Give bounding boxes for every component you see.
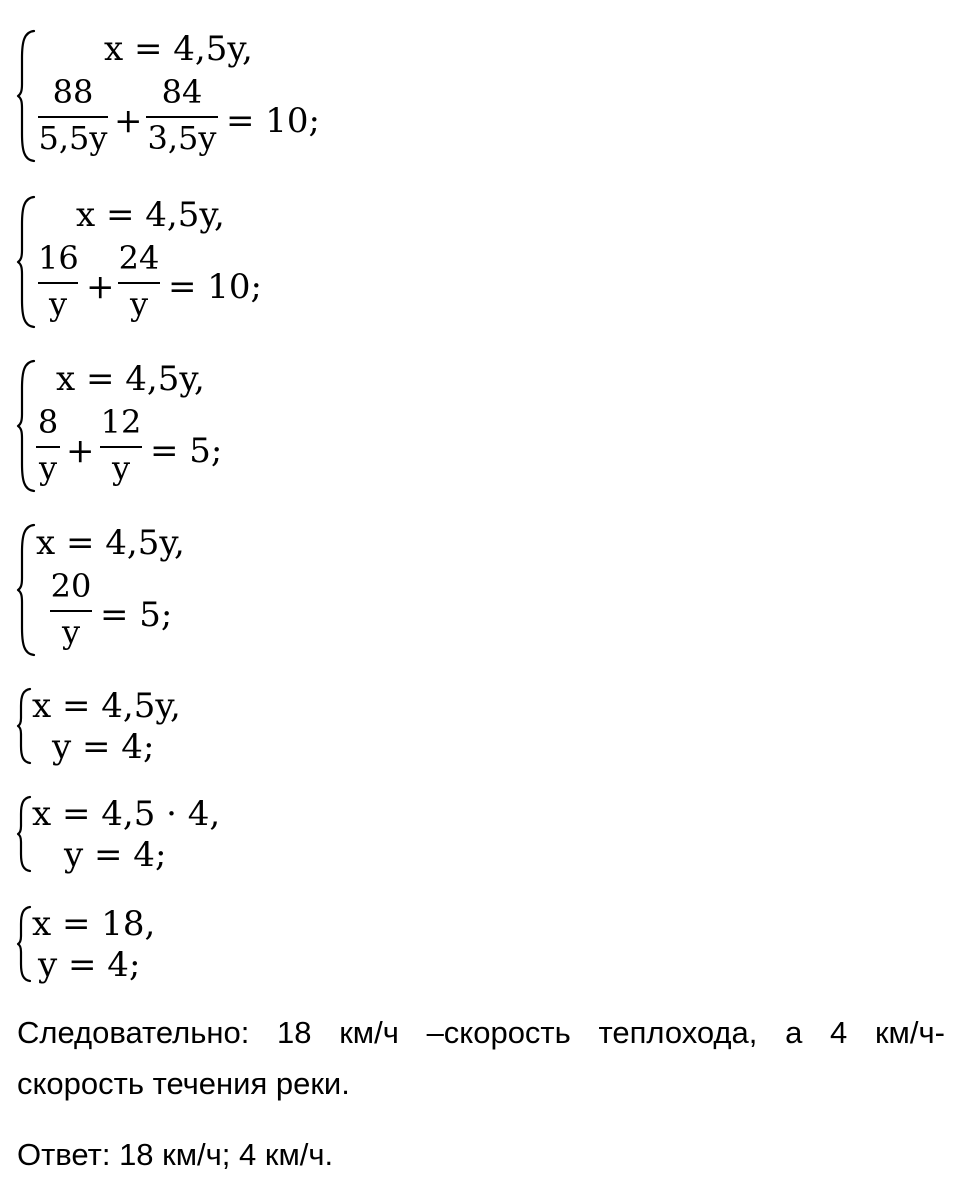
left-brace	[16, 194, 38, 330]
numerator: 16	[38, 239, 79, 277]
denominator: y	[48, 285, 68, 323]
equation-system-3	[16, 358, 256, 494]
fraction-bar	[38, 116, 108, 118]
conclusion-word: 4	[830, 1015, 848, 1050]
equation-line-1: x = 4,5y,	[56, 359, 205, 399]
conclusion-word: км/ч-	[874, 1015, 945, 1050]
left-brace	[16, 358, 38, 494]
right-hand-side: = 10;	[168, 267, 263, 307]
conclusion-word: теплохода,	[598, 1015, 758, 1050]
plus-sign: +	[86, 267, 115, 307]
conclusion-line-1	[17, 1017, 945, 1048]
equation-system-2	[16, 194, 296, 330]
right-hand-side: = 10;	[226, 101, 321, 141]
conclusion-word: –скорость	[426, 1015, 571, 1050]
equation-system-6	[16, 794, 236, 874]
equation-line-1: x = 4,5y,	[32, 686, 181, 726]
denominator: 3,5y	[147, 119, 217, 157]
numerator: 8	[37, 403, 59, 441]
denominator: y	[61, 613, 81, 651]
fraction-bar	[146, 116, 218, 118]
numerator: 84	[161, 73, 203, 111]
denominator: y	[38, 449, 58, 487]
equation-line-1: x = 4,5y,	[76, 195, 225, 235]
fraction-bar	[100, 446, 142, 448]
equation-line-2: y = 4;	[38, 945, 141, 985]
conclusion-word: км/ч	[339, 1015, 399, 1050]
equation-line-1: x = 18,	[32, 904, 156, 944]
equation-line-2: y = 4;	[64, 835, 167, 875]
numerator: 20	[50, 567, 92, 605]
right-hand-side: = 5;	[100, 595, 173, 635]
fraction-bar	[36, 446, 60, 448]
equation-system-4	[16, 522, 216, 658]
plus-sign: +	[66, 431, 95, 471]
conclusion-word: а	[785, 1015, 803, 1050]
equation-line-1: x = 4,5 · 4,	[32, 794, 221, 834]
equation-system-5	[16, 686, 216, 766]
fraction-bar	[50, 610, 92, 612]
equation-system-1	[16, 28, 336, 164]
conclusion-word: Следовательно:	[17, 1015, 250, 1050]
conclusion-line-2: скорость течения реки.	[17, 1066, 350, 1101]
denominator: y	[129, 285, 149, 323]
numerator: 24	[118, 239, 160, 277]
fraction-bar	[118, 282, 160, 284]
fraction-bar	[38, 282, 78, 284]
numerator: 12	[100, 403, 142, 441]
denominator: 5,5y	[38, 119, 108, 157]
left-brace	[16, 522, 38, 658]
denominator: y	[111, 449, 131, 487]
equation-line-2: y = 4;	[52, 727, 155, 767]
answer-line: Ответ: 18 км/ч; 4 км/ч.	[17, 1137, 334, 1172]
left-brace	[16, 28, 38, 164]
right-hand-side: = 5;	[150, 431, 223, 471]
equation-line-1: x = 4,5y,	[104, 29, 253, 69]
conclusion-word: 18	[277, 1015, 312, 1050]
equation-system-7	[16, 904, 196, 984]
numerator: 88	[52, 73, 94, 111]
equation-line-1: x = 4,5y,	[36, 523, 185, 563]
plus-sign: +	[114, 101, 143, 141]
